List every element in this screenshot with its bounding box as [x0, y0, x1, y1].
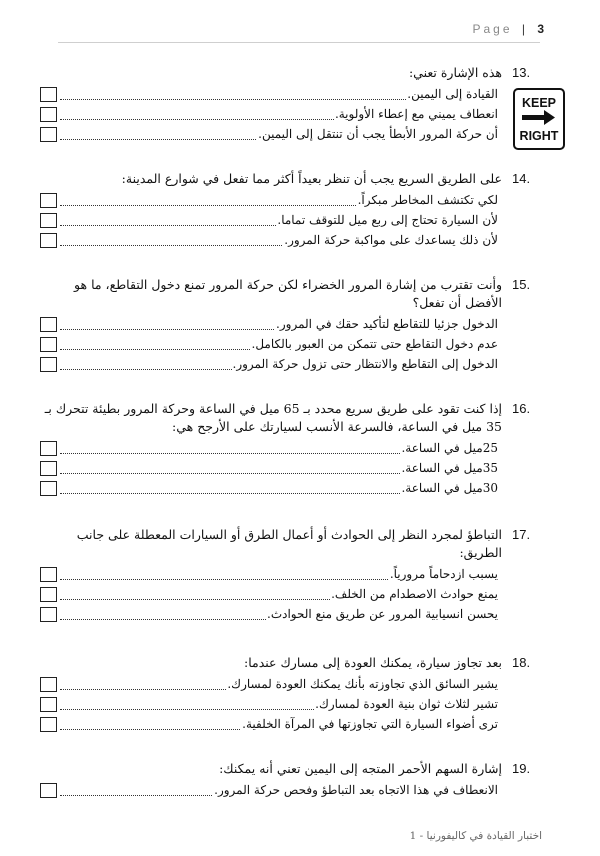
- answer-option: [40, 314, 542, 334]
- answer-checkbox[interactable]: [40, 317, 57, 332]
- answer-text: لأن ذلك يساعدك على مواكبة حركة المرور.: [284, 233, 498, 247]
- answer-option: [40, 438, 542, 458]
- answer-checkbox[interactable]: [40, 677, 57, 692]
- question-18: [40, 654, 542, 734]
- answer-text: أن حركة المرور الأبطأ يجب أن تنتقل إلى اليمين.: [258, 127, 498, 141]
- answer-text: الدخول إلى التقاطع والانتظار حتى تزول حركة المرور.: [232, 357, 498, 371]
- answer-text: الانعطاف في هذا الاتجاه بعد التباطؤ وفحص حركة المرور.: [214, 783, 498, 797]
- question-number: 15.: [512, 277, 531, 292]
- question-text: هذه الإشارة تعني:: [408, 65, 502, 80]
- question-text: بعد تجاوز سيارة، يمكنك العودة إلى مسارك عندما:: [244, 655, 502, 670]
- answer-option: [40, 190, 542, 210]
- answer-checkbox[interactable]: [40, 233, 57, 248]
- answer-text: القيادة إلى اليمين.: [407, 87, 498, 101]
- question-text: التباطؤ لمجرد النظر إلى الحوادث أو أعمال الطرق أو السيارات المعطلة على جانب الطريق:: [76, 527, 502, 560]
- answer-text: لكي تكتشف المخاطر مبكراً.: [357, 193, 498, 207]
- answer-checkbox[interactable]: [40, 337, 57, 352]
- answer-option: [40, 780, 542, 800]
- page-footer: اختبار القيادة في كاليفورنيا - 1: [409, 830, 542, 842]
- answer-text: انعطاف يميني مع إعطاء الأولوية.: [334, 107, 498, 121]
- answer-text: الدخول جزئيا للتقاطع لتأكيد حقك في المرور.: [276, 317, 498, 331]
- page-separator: |: [521, 22, 528, 36]
- question-text: على الطريق السريع يجب أن تنظر بعيداً أكثر مما تفعل في شوارع المدينة:: [121, 171, 502, 186]
- question-number: 17.: [512, 527, 531, 542]
- question-13: [40, 64, 542, 144]
- answer-option: [40, 478, 542, 498]
- question-14: [40, 170, 542, 250]
- answer-checkbox[interactable]: [40, 567, 57, 582]
- question-text: إشارة السهم الأحمر المتجه إلى اليمين تعني أنه يمكنك:: [219, 761, 502, 776]
- question-15: [40, 276, 542, 374]
- arrow-right-icon: [522, 110, 555, 125]
- answer-option: [40, 564, 542, 584]
- answer-checkbox[interactable]: [40, 461, 57, 476]
- answer-text: يحسن انسيابية المرور عن طريق منع الحوادث.: [267, 607, 498, 621]
- answer-text: يسبب ازدحاماً مرورياً.: [389, 567, 498, 581]
- question-text: إذا كنت تقود على طريق سريع محدد بـ 65 ميل في الساعة وحركة المرور بطيئة تتحرك بـ 35 ميل في الساعة، فالسرعة الأنسب لسيارتك على الأرجح هي:: [44, 401, 502, 434]
- answer-text: 30ميل في الساعة.: [401, 481, 498, 495]
- answer-option: [40, 458, 542, 478]
- answer-option: [40, 674, 542, 694]
- question-16: [40, 400, 542, 498]
- answer-text: لأن السيارة تحتاج إلى ربع ميل للتوقف تماما.: [277, 213, 498, 227]
- answer-text: 25ميل في الساعة.: [401, 441, 498, 455]
- answer-checkbox[interactable]: [40, 357, 57, 372]
- answer-checkbox[interactable]: [40, 107, 57, 122]
- answer-option: [40, 230, 542, 250]
- answer-option: [40, 354, 542, 374]
- question-number: 19.: [512, 761, 531, 776]
- keep-right-sign: [513, 88, 565, 150]
- answer-text: 35ميل في الساعة.: [401, 461, 498, 475]
- answer-option: [40, 714, 542, 734]
- question-text: وأنت تقترب من إشارة المرور الخضراء لكن حركة المرور تمنع دخول التقاطع، ما هو الأفضل أن تفعل؟: [74, 277, 502, 310]
- answer-option: [40, 604, 542, 624]
- answer-checkbox[interactable]: [40, 441, 57, 456]
- answer-checkbox[interactable]: [40, 127, 57, 142]
- page-label: Page: [472, 22, 513, 36]
- answer-option: [40, 124, 542, 144]
- question-19: [40, 760, 542, 800]
- answer-option: [40, 84, 542, 104]
- answer-option: [40, 210, 542, 230]
- question-number: 16.: [512, 401, 531, 416]
- question-number: 13.: [512, 65, 531, 80]
- question-number: 18.: [512, 655, 531, 670]
- answer-text: يمنع حوادث الاصطدام من الخلف.: [331, 587, 498, 601]
- header-divider: [58, 42, 540, 43]
- answer-checkbox[interactable]: [40, 783, 57, 798]
- answer-checkbox[interactable]: [40, 717, 57, 732]
- answer-text: ترى أضواء السيارة التي تجاوزتها في المرآة الخلفية.: [242, 717, 498, 731]
- answer-checkbox[interactable]: [40, 193, 57, 208]
- answer-checkbox[interactable]: [40, 213, 57, 228]
- answer-option: [40, 584, 542, 604]
- answer-checkbox[interactable]: [40, 607, 57, 622]
- page-number: 3: [537, 22, 544, 36]
- answer-option: [40, 694, 542, 714]
- page-header: [472, 22, 544, 36]
- answer-checkbox[interactable]: [40, 481, 57, 496]
- question-number: 14.: [512, 171, 531, 186]
- answer-checkbox[interactable]: [40, 697, 57, 712]
- answer-option: [40, 334, 542, 354]
- answer-text: تشير لثلاث ثوان بنية العودة لمسارك.: [315, 697, 498, 711]
- sign-line-1: KEEP: [521, 96, 557, 110]
- answer-option: [40, 104, 542, 124]
- answer-text: عدم دخول التقاطع حتى تتمكن من العبور بالكامل.: [251, 337, 498, 351]
- answer-checkbox[interactable]: [40, 87, 57, 102]
- question-17: [40, 526, 542, 624]
- sign-line-2: RIGHT: [519, 129, 559, 143]
- answer-checkbox[interactable]: [40, 587, 57, 602]
- answer-text: يشير السائق الذي تجاوزته بأنك يمكنك العودة لمسارك.: [227, 677, 498, 691]
